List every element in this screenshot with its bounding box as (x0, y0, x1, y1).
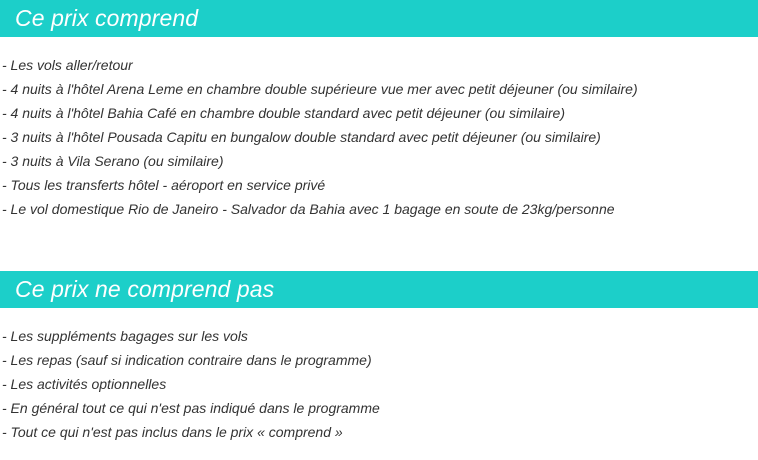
excludes-section-title: Ce prix ne comprend pas (15, 276, 275, 302)
excludes-list-item: - Tout ce qui n'est pas inclus dans le prix « comprend » (2, 424, 343, 440)
includes-list-item: - 4 nuits à l'hôtel Arena Leme en chambre double supérieure vue mer avec petit déjeuner (ou similaire) (2, 81, 638, 97)
excludes-list (2, 324, 380, 444)
excludes-list-item: - En général tout ce qui n'est pas indiqué dans le programme (2, 400, 380, 416)
excludes-list-item: - Les suppléments bagages sur les vols (2, 328, 248, 344)
excludes-list-item: - Les activités optionnelles (2, 376, 167, 392)
includes-list-item: - 3 nuits à l'hôtel Pousada Capitu en bungalow double standard avec petit déjeuner (ou similaire) (2, 129, 601, 145)
includes-list-item: - Tous les transferts hôtel - aéroport en service privé (2, 177, 326, 193)
includes-list-item: - 4 nuits à l'hôtel Bahia Café en chambre double standard avec petit déjeuner (ou similaire) (2, 105, 565, 121)
excludes-section-header (0, 271, 758, 308)
excludes-list-item: - Les repas (sauf si indication contraire dans le programme) (2, 352, 372, 368)
includes-section-title: Ce prix comprend (15, 5, 199, 31)
includes-list (2, 53, 638, 221)
includes-section-header (0, 0, 758, 37)
includes-list-item: - Le vol domestique Rio de Janeiro - Salvador da Bahia avec 1 bagage en soute de 23kg/personne (2, 201, 615, 217)
includes-list-item: - 3 nuits à Vila Serano (ou similaire) (2, 153, 224, 169)
includes-list-item: - Les vols aller/retour (2, 57, 133, 73)
